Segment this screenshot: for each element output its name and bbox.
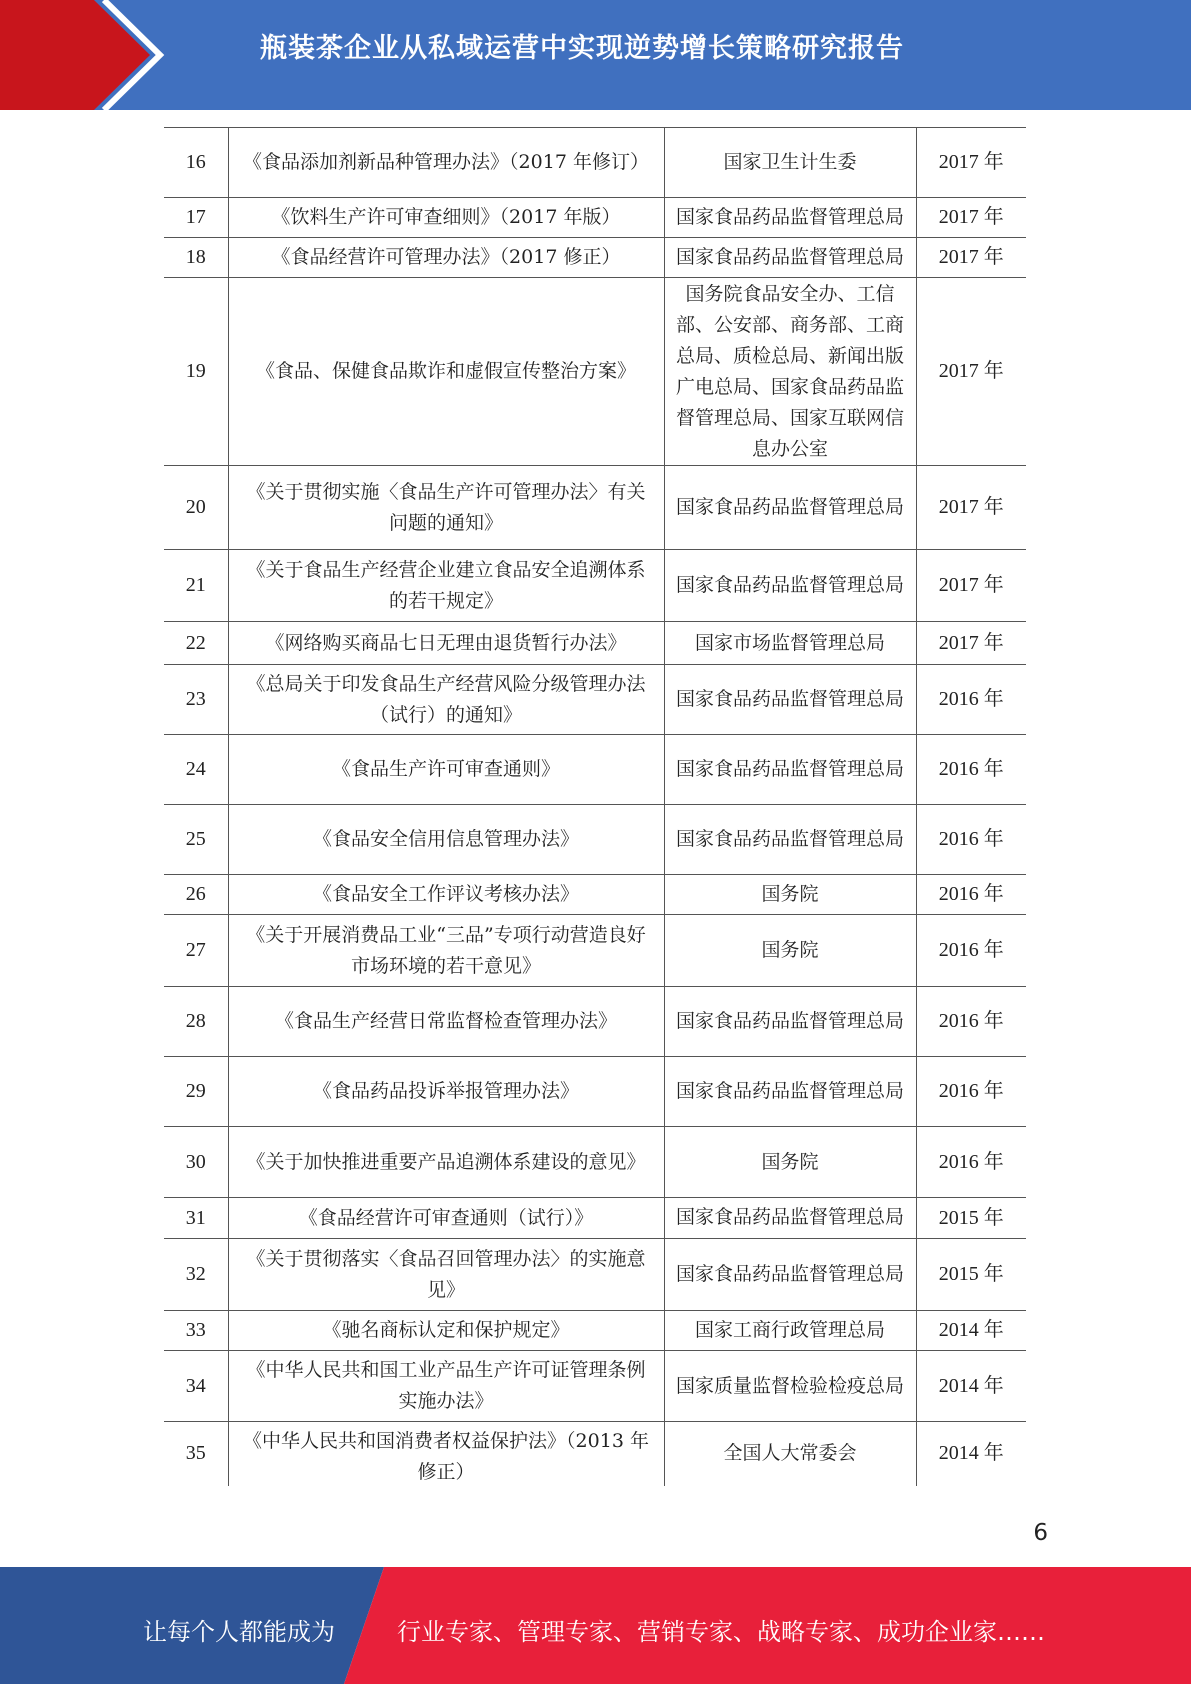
row-number: 21 xyxy=(185,574,206,596)
regulation-name-cell xyxy=(228,1057,664,1127)
issuing-authority: 国务院食品安全办、工信部、公安部、商务部、工商总局、质检总局、新闻出版广电总局、国家食品药品监督管理总局、国家互联网信息办公室 xyxy=(675,282,904,460)
regulation-name: 《食品安全信用信息管理办法》 xyxy=(312,828,579,850)
issue-year-cell xyxy=(916,550,1026,622)
issue-year: 2014 年 xyxy=(938,1442,1004,1465)
issue-year: 2016 年 xyxy=(938,883,1004,905)
issue-year: 2014 年 xyxy=(938,1374,1004,1397)
row-number-cell xyxy=(164,875,228,915)
issue-year-cell xyxy=(916,1127,1026,1198)
issuing-authority: 国务院 xyxy=(761,1150,819,1173)
regulation-name-cell xyxy=(228,238,664,278)
row-number: 16 xyxy=(185,151,206,173)
regulation-name: 《关于食品生产经营企业建立食品安全追溯体系的若干规定》 xyxy=(246,558,646,612)
row-number-cell xyxy=(164,665,228,735)
issuing-authority-cell xyxy=(664,466,916,550)
row-number: 31 xyxy=(185,1206,206,1229)
issuing-authority: 国家卫生计生委 xyxy=(723,151,857,173)
regulation-name-cell xyxy=(228,875,664,915)
regulation-name: 《中华人民共和国消费者权益保护法》（2013 年修正） xyxy=(243,1429,649,1482)
regulation-name: 《食品添加剂新品种管理办法》（2017 年修订） xyxy=(243,151,649,173)
issuing-authority: 国家食品药品监督管理总局 xyxy=(675,828,904,850)
regulation-name: 《关于加快推进重要产品追溯体系建设的意见》 xyxy=(246,1150,646,1173)
issue-year-cell xyxy=(916,735,1026,805)
issue-year: 2016 年 xyxy=(938,1080,1004,1102)
regulations-table xyxy=(164,127,1026,1486)
issue-year-cell xyxy=(916,198,1026,238)
issue-year: 2015 年 xyxy=(938,1263,1004,1285)
row-number-cell xyxy=(164,550,228,622)
issuing-authority-cell xyxy=(664,665,916,735)
row-number: 34 xyxy=(185,1374,206,1397)
regulation-name: 《饮料生产许可审查细则》（2017 年版） xyxy=(271,206,621,228)
issuing-authority-cell xyxy=(664,550,916,622)
table-row xyxy=(164,238,1026,278)
issuing-authority-cell xyxy=(664,622,916,665)
table-row xyxy=(164,466,1026,550)
table-row xyxy=(164,1057,1026,1127)
issuing-authority: 国家食品药品监督管理总局 xyxy=(675,1080,904,1102)
regulation-name-cell xyxy=(228,1351,664,1422)
regulation-name: 《食品安全工作评议考核办法》 xyxy=(312,883,579,905)
issuing-authority: 国务院 xyxy=(761,883,819,905)
issuing-authority: 全国人大常委会 xyxy=(723,1442,857,1465)
issuing-authority: 国家食品药品监督管理总局 xyxy=(675,574,904,596)
issue-year-cell xyxy=(916,1057,1026,1127)
row-number-cell xyxy=(164,1198,228,1239)
page-number: 6 xyxy=(1033,1520,1048,1546)
issuing-authority-cell xyxy=(664,198,916,238)
issuing-authority: 国家食品药品监督管理总局 xyxy=(675,1206,904,1228)
row-number: 18 xyxy=(185,246,206,268)
regulation-name: 《食品经营许可审查通则（试行）》 xyxy=(298,1206,594,1229)
regulation-name: 《食品生产许可审查通则》 xyxy=(331,758,560,780)
regulation-name-cell xyxy=(228,466,664,550)
issuing-authority-cell xyxy=(664,735,916,805)
regulation-name: 《关于贯彻实施〈食品生产许可管理办法〉有关问题的通知》 xyxy=(246,480,646,534)
row-number: 33 xyxy=(185,1319,206,1341)
table-row xyxy=(164,915,1026,987)
table-row xyxy=(164,278,1026,466)
issuing-authority-cell xyxy=(664,238,916,278)
row-number: 23 xyxy=(185,688,206,710)
regulation-name: 《食品经营许可管理办法》（2017 修正） xyxy=(271,246,621,268)
row-number-cell xyxy=(164,987,228,1057)
table-row xyxy=(164,875,1026,915)
row-number: 25 xyxy=(185,828,206,850)
row-number: 28 xyxy=(185,1010,206,1032)
issuing-authority: 国家食品药品监督管理总局 xyxy=(675,205,904,228)
table-row xyxy=(164,987,1026,1057)
issuing-authority-cell xyxy=(664,805,916,875)
issue-year: 2017 年 xyxy=(938,631,1004,654)
issuing-authority-cell xyxy=(664,1422,916,1486)
row-number-cell xyxy=(164,466,228,550)
issuing-authority: 国家市场监督管理总局 xyxy=(694,631,885,654)
table-row xyxy=(164,198,1026,238)
issue-year: 2017 年 xyxy=(938,206,1004,228)
row-number: 24 xyxy=(185,758,206,780)
table-row xyxy=(164,1311,1026,1351)
row-number: 32 xyxy=(185,1263,206,1285)
row-number-cell xyxy=(164,1057,228,1127)
report-title: 瓶装茶企业从私域运营中实现逆势增长策略研究报告 xyxy=(260,33,904,64)
issuing-authority: 国家食品药品监督管理总局 xyxy=(675,758,904,780)
issue-year-cell xyxy=(916,805,1026,875)
regulation-name-cell xyxy=(228,278,664,466)
row-number: 22 xyxy=(185,631,206,654)
issue-year-cell xyxy=(916,875,1026,915)
issuing-authority-cell xyxy=(664,1127,916,1198)
issue-year: 2016 年 xyxy=(938,939,1004,961)
issuing-authority-cell xyxy=(664,1311,916,1351)
regulation-name-cell xyxy=(228,805,664,875)
regulation-name: 《关于贯彻落实〈食品召回管理办法〉的实施意见》 xyxy=(246,1247,646,1301)
regulation-name-cell xyxy=(228,128,664,198)
issue-year-cell xyxy=(916,466,1026,550)
table-row xyxy=(164,128,1026,198)
issue-year: 2016 年 xyxy=(938,1010,1004,1032)
row-number-cell xyxy=(164,128,228,198)
regulation-name-cell xyxy=(228,622,664,665)
footer-slogan-left: 让每个人都能成为 xyxy=(143,1618,335,1646)
regulation-name: 《驰名商标认定和保护规定》 xyxy=(322,1319,570,1341)
issuing-authority: 国家食品药品监督管理总局 xyxy=(675,1010,904,1032)
footer-slogan-right: 行业专家、管理专家、营销专家、战略专家、成功企业家…… xyxy=(397,1618,1045,1646)
issuing-authority: 国务院 xyxy=(761,939,819,961)
regulation-name: 《食品生产经营日常监督检查管理办法》 xyxy=(274,1010,617,1032)
regulation-name-cell xyxy=(228,1422,664,1486)
issuing-authority-cell xyxy=(664,1198,916,1239)
row-number: 26 xyxy=(185,883,206,905)
issuing-authority: 国家食品药品监督管理总局 xyxy=(675,688,904,710)
issuing-authority-cell xyxy=(664,875,916,915)
issue-year-cell xyxy=(916,1198,1026,1239)
regulations-table-container xyxy=(164,127,1026,1486)
regulation-name-cell xyxy=(228,665,664,735)
issuing-authority: 国家食品药品监督管理总局 xyxy=(675,1263,904,1285)
row-number-cell xyxy=(164,1351,228,1422)
table-row xyxy=(164,622,1026,665)
regulation-name: 《网络购买商品七日无理由退货暂行办法》 xyxy=(265,631,627,654)
row-number: 35 xyxy=(185,1442,206,1465)
issue-year-cell xyxy=(916,1351,1026,1422)
issue-year: 2014 年 xyxy=(938,1319,1004,1341)
row-number-cell xyxy=(164,238,228,278)
table-row xyxy=(164,1351,1026,1422)
issuing-authority: 国家质量监督检验检疫总局 xyxy=(675,1374,904,1397)
issuing-authority: 国家工商行政管理总局 xyxy=(694,1319,885,1341)
row-number: 19 xyxy=(185,360,206,382)
row-number-cell xyxy=(164,1422,228,1486)
issue-year: 2016 年 xyxy=(938,1150,1004,1173)
page-header xyxy=(0,0,1191,110)
issue-year-cell xyxy=(916,128,1026,198)
regulation-name-cell xyxy=(228,1239,664,1311)
regulation-name: 《中华人民共和国工业产品生产许可证管理条例实施办法》 xyxy=(246,1359,646,1412)
issue-year: 2016 年 xyxy=(938,828,1004,850)
issue-year: 2016 年 xyxy=(938,688,1004,710)
row-number-cell xyxy=(164,805,228,875)
issue-year-cell xyxy=(916,1239,1026,1311)
row-number-cell xyxy=(164,622,228,665)
regulation-name-cell xyxy=(228,550,664,622)
regulation-name-cell xyxy=(228,735,664,805)
issuing-authority-cell xyxy=(664,987,916,1057)
regulation-name-cell xyxy=(228,1311,664,1351)
issue-year-cell xyxy=(916,987,1026,1057)
issuing-authority: 国家食品药品监督管理总局 xyxy=(675,245,904,268)
issue-year-cell xyxy=(916,238,1026,278)
regulation-name-cell xyxy=(228,987,664,1057)
issuing-authority-cell xyxy=(664,915,916,987)
issue-year-cell xyxy=(916,665,1026,735)
issuing-authority-cell xyxy=(664,1239,916,1311)
issue-year: 2017 年 xyxy=(938,246,1004,268)
issuing-authority: 国家食品药品监督管理总局 xyxy=(675,496,904,518)
issue-year: 2017 年 xyxy=(938,360,1004,382)
table-row xyxy=(164,735,1026,805)
issuing-authority-cell xyxy=(664,128,916,198)
row-number: 30 xyxy=(185,1150,206,1173)
issuing-authority-cell xyxy=(664,278,916,466)
row-number: 20 xyxy=(185,496,206,518)
row-number-cell xyxy=(164,915,228,987)
row-number-cell xyxy=(164,1311,228,1351)
table-row xyxy=(164,1422,1026,1486)
issuing-authority-cell xyxy=(664,1057,916,1127)
issue-year-cell xyxy=(916,915,1026,987)
regulation-name: 《关于开展消费品工业“三品”专项行动营造良好市场环境的若干意见》 xyxy=(246,923,646,977)
issue-year-cell xyxy=(916,622,1026,665)
table-row xyxy=(164,1239,1026,1311)
regulation-name-cell xyxy=(228,915,664,987)
page-footer xyxy=(0,1567,1191,1684)
row-number-cell xyxy=(164,735,228,805)
table-row xyxy=(164,550,1026,622)
regulation-name: 《总局关于印发食品生产经营风险分级管理办法（试行）的通知》 xyxy=(246,672,646,726)
issue-year: 2017 年 xyxy=(938,151,1004,173)
issue-year-cell xyxy=(916,1422,1026,1486)
regulation-name: 《食品、保健食品欺诈和虚假宣传整治方案》 xyxy=(255,360,636,382)
issue-year: 2015 年 xyxy=(938,1206,1004,1229)
row-number-cell xyxy=(164,1127,228,1198)
table-row xyxy=(164,665,1026,735)
table-row xyxy=(164,1127,1026,1198)
table-row xyxy=(164,805,1026,875)
issue-year: 2017 年 xyxy=(938,574,1004,596)
row-number-cell xyxy=(164,198,228,238)
regulation-name: 《食品药品投诉举报管理办法》 xyxy=(312,1080,579,1102)
issue-year: 2016 年 xyxy=(938,758,1004,780)
table-row xyxy=(164,1198,1026,1239)
row-number: 17 xyxy=(185,206,206,228)
issuing-authority-cell xyxy=(664,1351,916,1422)
row-number-cell xyxy=(164,278,228,466)
regulation-name-cell xyxy=(228,198,664,238)
issue-year-cell xyxy=(916,1311,1026,1351)
row-number: 29 xyxy=(185,1080,206,1102)
row-number-cell xyxy=(164,1239,228,1311)
row-number: 27 xyxy=(185,939,206,961)
issue-year-cell xyxy=(916,278,1026,466)
regulation-name-cell xyxy=(228,1127,664,1198)
issue-year: 2017 年 xyxy=(938,496,1004,518)
regulation-name-cell xyxy=(228,1198,664,1239)
